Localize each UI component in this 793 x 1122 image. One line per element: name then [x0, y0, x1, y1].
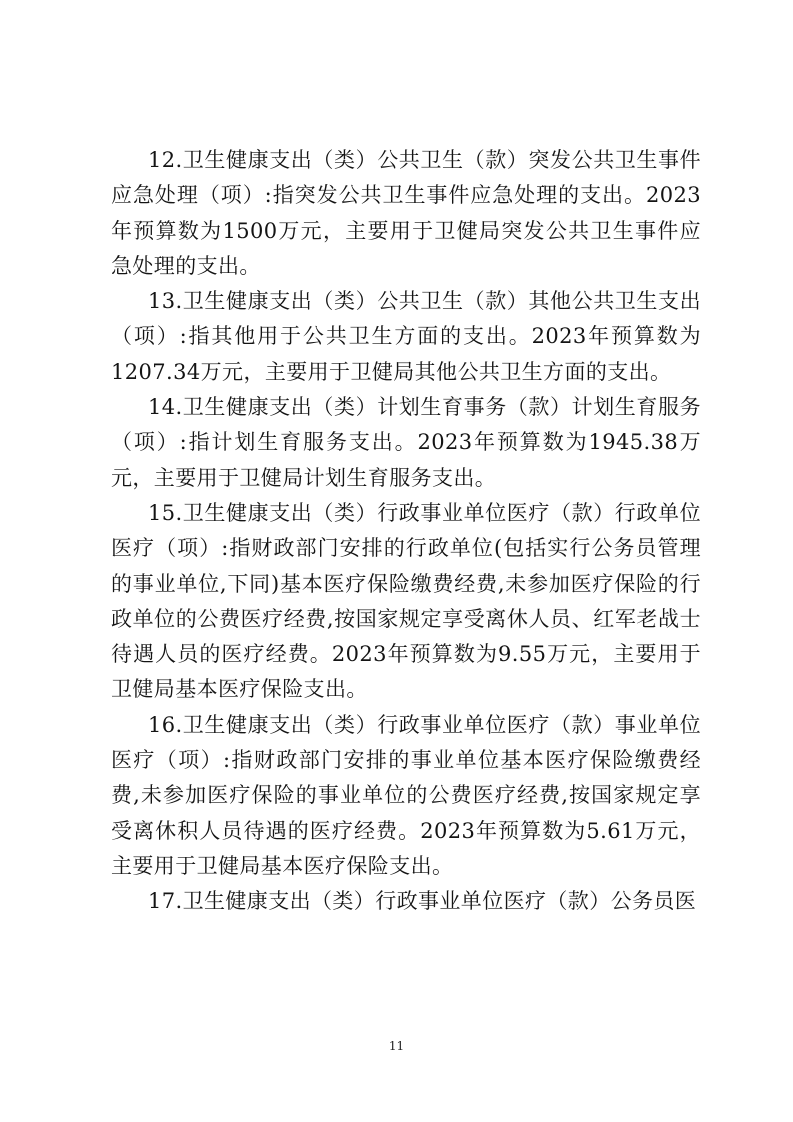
paragraph-12: 12.卫生健康支出（类）公共卫生（款）突发公共卫生事件应急处理（项）:指突发公共卫生事件应急处理的支出。2023年预算数为1500万元，主要用于卫健局突发公共卫生事件应急处理的支出。 [111, 148, 701, 278]
paragraph-16: 16.卫生健康支出（类）行政事业单位医疗（款）事业单位医疗（项）:指财政部门安排的事业单位基本医疗保险缴费经费,未参加医疗保险的事业单位的公费医疗经费,按国家规定享受离休积人员待遇的医疗经费。2023年预算数为5.61万元，主要用于卫健局基本医疗保险支出。 [111, 712, 701, 878]
body-text [111, 143, 701, 920]
paragraph-14: 14.卫生健康支出（类）计划生育事务（款）计划生育服务（项）:指计划生育服务支出。2023年预算数为1945.38万元，主要用于卫健局计划生育服务支出。 [111, 395, 701, 490]
paragraph-17: 17.卫生健康支出（类）行政事业单位医疗（款）公务员医 [148, 889, 697, 914]
paragraph-13: 13.卫生健康支出（类）公共卫生（款）其他公共卫生支出（项）:指其他用于公共卫生方面的支出。2023年预算数为1207.34万元，主要用于卫健局其他公共卫生方面的支出。 [111, 289, 701, 384]
page-number: 11 [388, 1039, 405, 1053]
paragraph-15: 15.卫生健康支出（类）行政事业单位医疗（款）行政单位医疗（项）:指财政部门安排的行政单位(包括实行公务员管理的事业单位,下同)基本医疗保险缴费经费,未参加医疗保险的行政单位的公费医疗经费,按国家规定享受离休人员、红军老战士待遇人员的医疗经费。2023年预算数为9.55万元，主要用于卫健局基本医疗保险支出。 [111, 500, 701, 702]
